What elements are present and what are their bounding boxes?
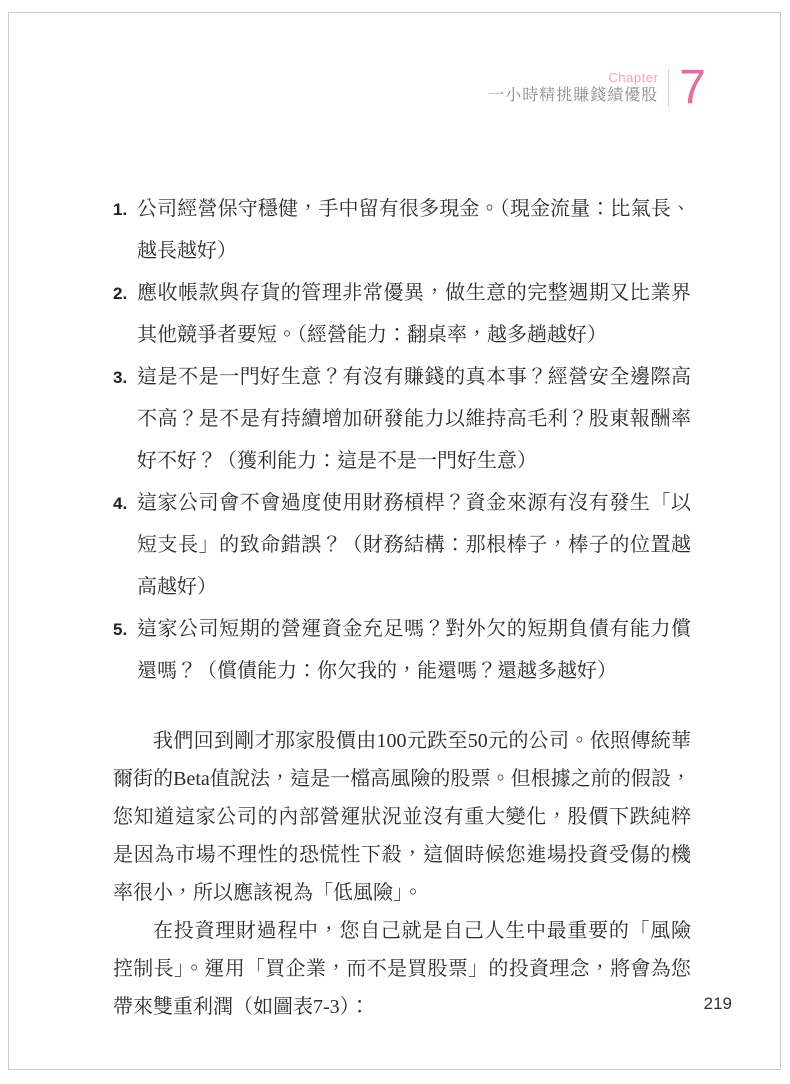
list-item [113, 482, 691, 608]
list-item-text: 這家公司會不會過度使用財務槓桿？資金來源有沒有發生「以短支長」的致命錯誤？（財務結構：那根棒子，棒子的位置越高越好） [137, 492, 691, 598]
page-number: 219 [703, 994, 732, 1013]
list-item [113, 356, 691, 482]
list-item [113, 608, 691, 692]
list-item-text: 應收帳款與存貨的管理非常優異，做生意的完整週期又比業界其他競爭者要短。（經營能力：翻桌率，越多趟越好） [137, 282, 691, 346]
list-item-number: 3. [113, 368, 128, 387]
chapter-divider [668, 69, 669, 107]
chapter-title: 一小時精挑賺錢績優股 [488, 86, 659, 104]
paragraph: 在投資理財過程中，您自己就是自己人生中最重要的「風險控制長」。運用「買企業，而不是買股票」的投資理念，將會為您帶來雙重利潤（如圖表7-3）： [113, 920, 691, 1018]
list-item-number: 2. [113, 284, 128, 303]
main-text-column [113, 188, 691, 1026]
chapter-label: Chapter [608, 69, 659, 85]
list-item-number: 5. [113, 620, 128, 639]
list-item [113, 188, 691, 272]
list-item-number: 1. [113, 200, 128, 219]
list-item [113, 272, 691, 356]
chapter-header [488, 61, 706, 114]
list-item-text: 這家公司短期的營運資金充足嗎？對外欠的短期負債有能力償還嗎？（償債能力：你欠我的，能還嗎？還越多越好） [137, 618, 691, 682]
list-item-text: 這是不是一門好生意？有沒有賺錢的真本事？經營安全邊際高不高？是不是有持續增加研發能力以維持高毛利？股東報酬率好不好？（獲利能力：這是不是一門好生意） [137, 366, 691, 472]
list-item-text: 公司經營保守穩健，手中留有很多現金。（現金流量：比氣長、越長越好） [137, 198, 691, 262]
chapter-number: 7 [679, 61, 706, 114]
paragraph: 我們回到剛才那家股價由100元跌至50元的公司。依照傳統華爾街的Beta值說法，這是一檔高風險的股票。但根據之前的假設，您知道這家公司的內部營運狀況並沒有重大變化，股價下跌純粹是因為市場不理性的恐慌性下殺，這個時候您進場投資受傷的機率很小，所以應該視為「低風險」。 [113, 730, 691, 904]
chapter-meta [488, 70, 658, 107]
checklist [113, 188, 691, 692]
body-paragraphs [113, 722, 691, 1026]
list-item-number: 4. [113, 494, 128, 513]
